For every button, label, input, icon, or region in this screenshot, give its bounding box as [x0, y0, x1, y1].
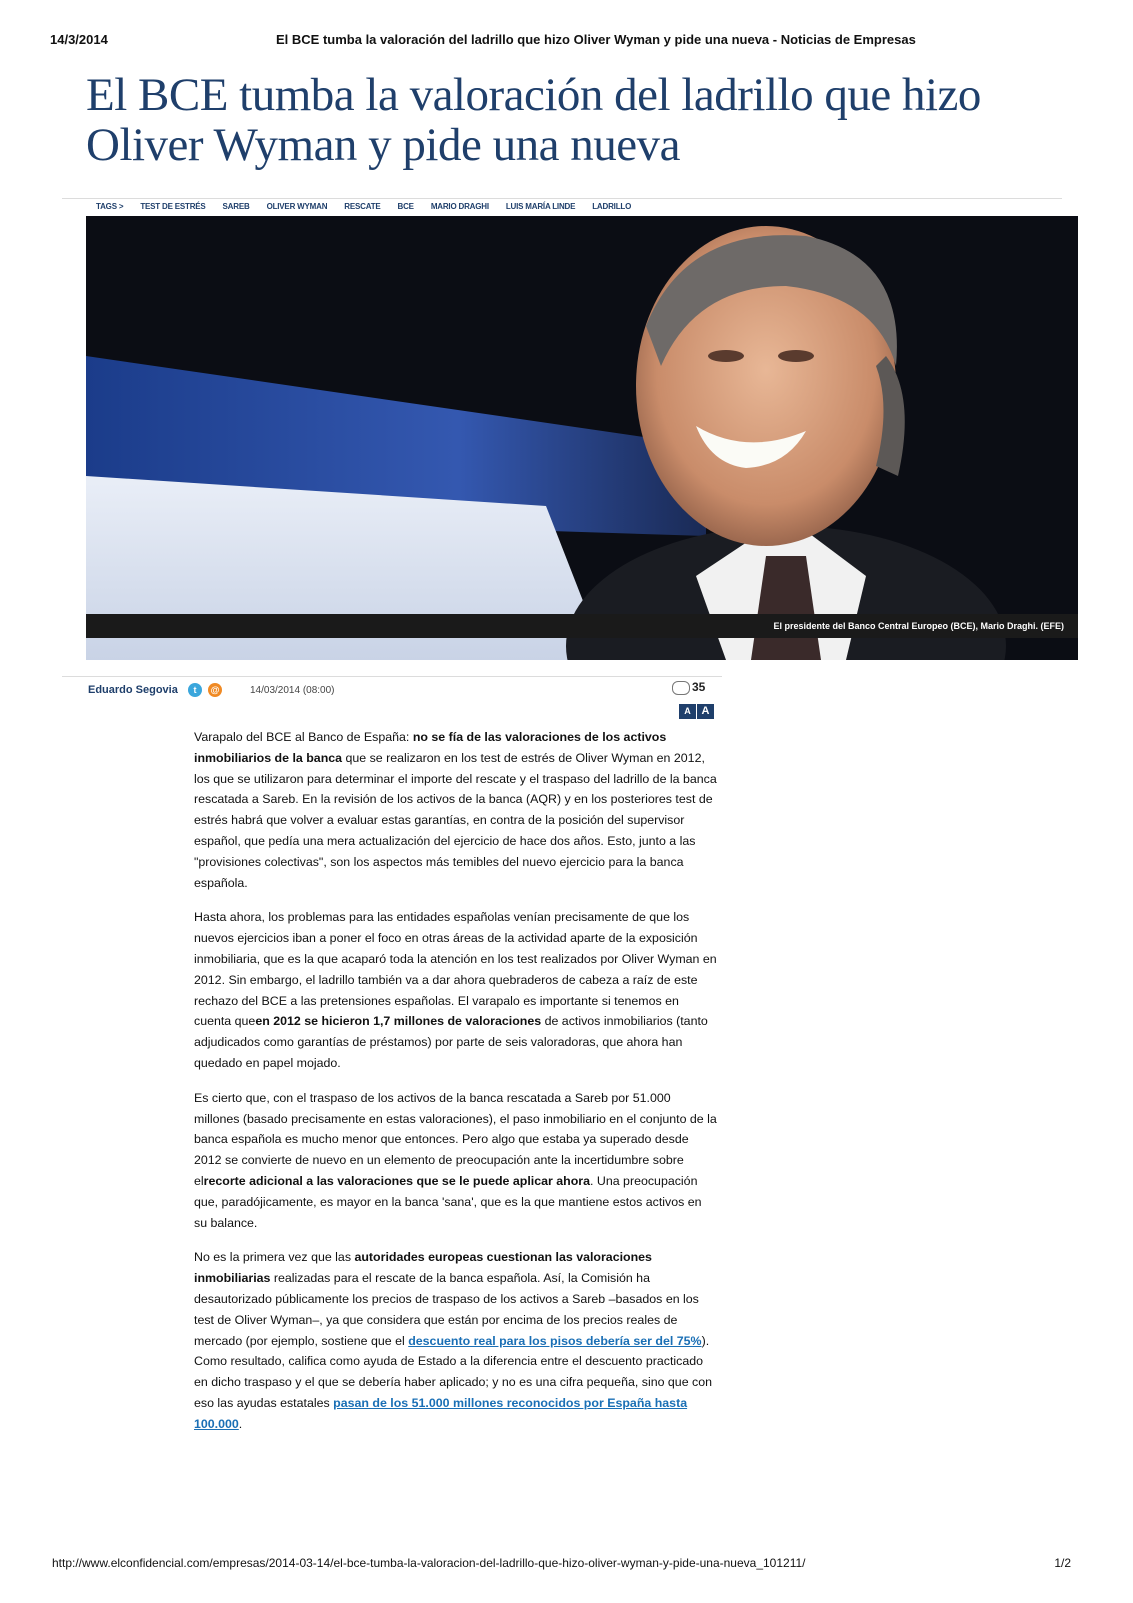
font-increase-button[interactable]: A: [697, 704, 714, 719]
email-icon[interactable]: @: [208, 683, 222, 697]
paragraph: [194, 727, 718, 893]
tag-link[interactable]: RESCATE: [344, 202, 381, 211]
tag-link[interactable]: TEST DE ESTRÉS: [140, 202, 206, 211]
article-link[interactable]: descuento real para los pisos debería ser del 75%: [408, 1333, 702, 1348]
text-run: Es cierto que, con el traspaso de los activos de la banca rescatada a Sareb por 51.000 millones (basado precisamente en estas valoraciones), el paso inmobiliario en el conjunto de la banca española es mucho menor que entonces. Pero algo que estaba ya superado desde 2012 se convierte de nuevo en un elemento de preocupación ante la incertidumbre sobre el: [194, 1090, 717, 1188]
paragraph: [194, 907, 718, 1073]
twitter-icon[interactable]: t: [188, 683, 202, 697]
article-link[interactable]: pasan de los 51.000 millones reconocidos por España hasta 100.000: [194, 1395, 688, 1431]
text-run: que se realizaron en los test de estrés de Oliver Wyman en 2012, los que se utilizaron para determinar el importe del rescate y el traspaso del ladrillo de la banca rescatada a Sareb. En la revisión de los activos de la banca (AQR) y en los posteriores test de estrés habrá que volver a evaluar estas garantías, en contra de la posición del supervisor español, que pedía una mera actualización del ejercicio de hace dos años. Esto, junto a las "provisiones colectivas", son los aspectos más temibles del nuevo ejercicio para la banca española.: [194, 750, 717, 890]
bold-text: en 2012 se hicieron 1,7 millones de valoraciones: [255, 1014, 542, 1029]
photo-caption: El presidente del Banco Central Europeo (BCE), Mario Draghi. (EFE): [86, 614, 1078, 638]
text-run: ). Como resultado, califica como ayuda de Estado a la diferencia entre el descuento practicado en dicho traspaso y el que se debería haber aplicado; y no es una cifra pequeña, sino que con eso las ayudas estatales: [194, 1333, 713, 1410]
text-run: realizadas para el rescate de la banca española. Así, la Comisión ha desautorizado públicamente los precios de traspaso de los activos a Sareb –basados en los test de Oliver Wyman–, ya que considera que están por encima de los precios reales de mercado (por ejemplo, sostiene que el: [194, 1271, 699, 1348]
font-size-controls: [678, 704, 714, 719]
article-photo: [86, 216, 1078, 660]
tags-bar: [96, 202, 648, 211]
text-run: . Una preocupación que, paradójicamente, es mayor en la banca 'sana', que es la que mantiene estos activos en su balance.: [194, 1173, 702, 1230]
print-footer-url: http://www.elconfidencial.com/empresas/2014-03-14/el-bce-tumba-la-valoracion-del-ladrillo-que-hizo-oliver-wyman-y-pide-una-nueva_101211/: [52, 1556, 806, 1570]
bold-text: no se fía de las valoraciones de los activos inmobiliarios de la banca: [194, 730, 667, 765]
tags-label: TAGS >: [96, 202, 124, 211]
publish-date: 14/03/2014 (08:00): [250, 685, 335, 696]
tag-link[interactable]: SAREB: [222, 202, 250, 211]
tag-link[interactable]: LUIS MARÍA LINDE: [505, 202, 576, 211]
author-link[interactable]: Eduardo Segovia: [88, 684, 178, 696]
text-run: Hasta ahora, los problemas para las entidades españolas venían precisamente de que los nuevos ejercicios iban a poner el foco en otras áreas de la actividad aparte de la exposición inmobiliaria, que es la que acaparó toda la atención en los test realizados por Oliver Wyman en 2012. Sin embargo, el ladrillo también va a dar ahora quebraderos de cabeza a raíz de este rechazo del BCE a las pretensiones españolas. El varapalo es importante si tenemos en cuenta que: [194, 910, 717, 1029]
bold-text: recorte adicional a las valoraciones que se le puede aplicar ahora: [203, 1173, 590, 1188]
photo-illustration: [86, 216, 1078, 660]
text-run: No es la primera vez que las: [194, 1250, 355, 1265]
tag-link[interactable]: LADRILLO: [592, 202, 632, 211]
article-body: [194, 727, 718, 1449]
font-decrease-button[interactable]: A: [679, 704, 696, 719]
article-headline: El BCE tumba la valoración del ladrillo que hizo Oliver Wyman y pide una nueva: [86, 69, 981, 171]
tag-link[interactable]: MARIO DRAGHI: [430, 202, 489, 211]
print-header: [50, 32, 1073, 50]
comments-number: 35: [692, 680, 706, 694]
bold-text: autoridades europeas cuestionan las valoraciones inmobiliarias: [194, 1250, 652, 1286]
print-page-number: 1/2: [1054, 1556, 1071, 1570]
print-date: 14/3/2014: [50, 32, 108, 47]
comments-count[interactable]: [672, 680, 705, 695]
paragraph: [194, 1247, 718, 1434]
comment-bubble-icon: [672, 681, 690, 695]
tag-link[interactable]: BCE: [397, 202, 414, 211]
print-page-title: El BCE tumba la valoración del ladrillo que hizo Oliver Wyman y pide una nueva - Noticias de Empresas: [276, 32, 916, 47]
text-run: Varapalo del BCE al Banco de España:: [194, 730, 413, 744]
tags-divider: [62, 198, 1062, 199]
text-run: .: [238, 1416, 243, 1431]
paragraph: [194, 1088, 718, 1234]
tag-link[interactable]: OLIVER WYMAN: [266, 202, 328, 211]
meta-divider: [62, 676, 722, 677]
text-run: de activos inmobiliarios (tanto adjudicados como garantías de préstamos) por parte de seis valoradoras, que ahora han quedado en papel mojado.: [194, 1014, 708, 1070]
